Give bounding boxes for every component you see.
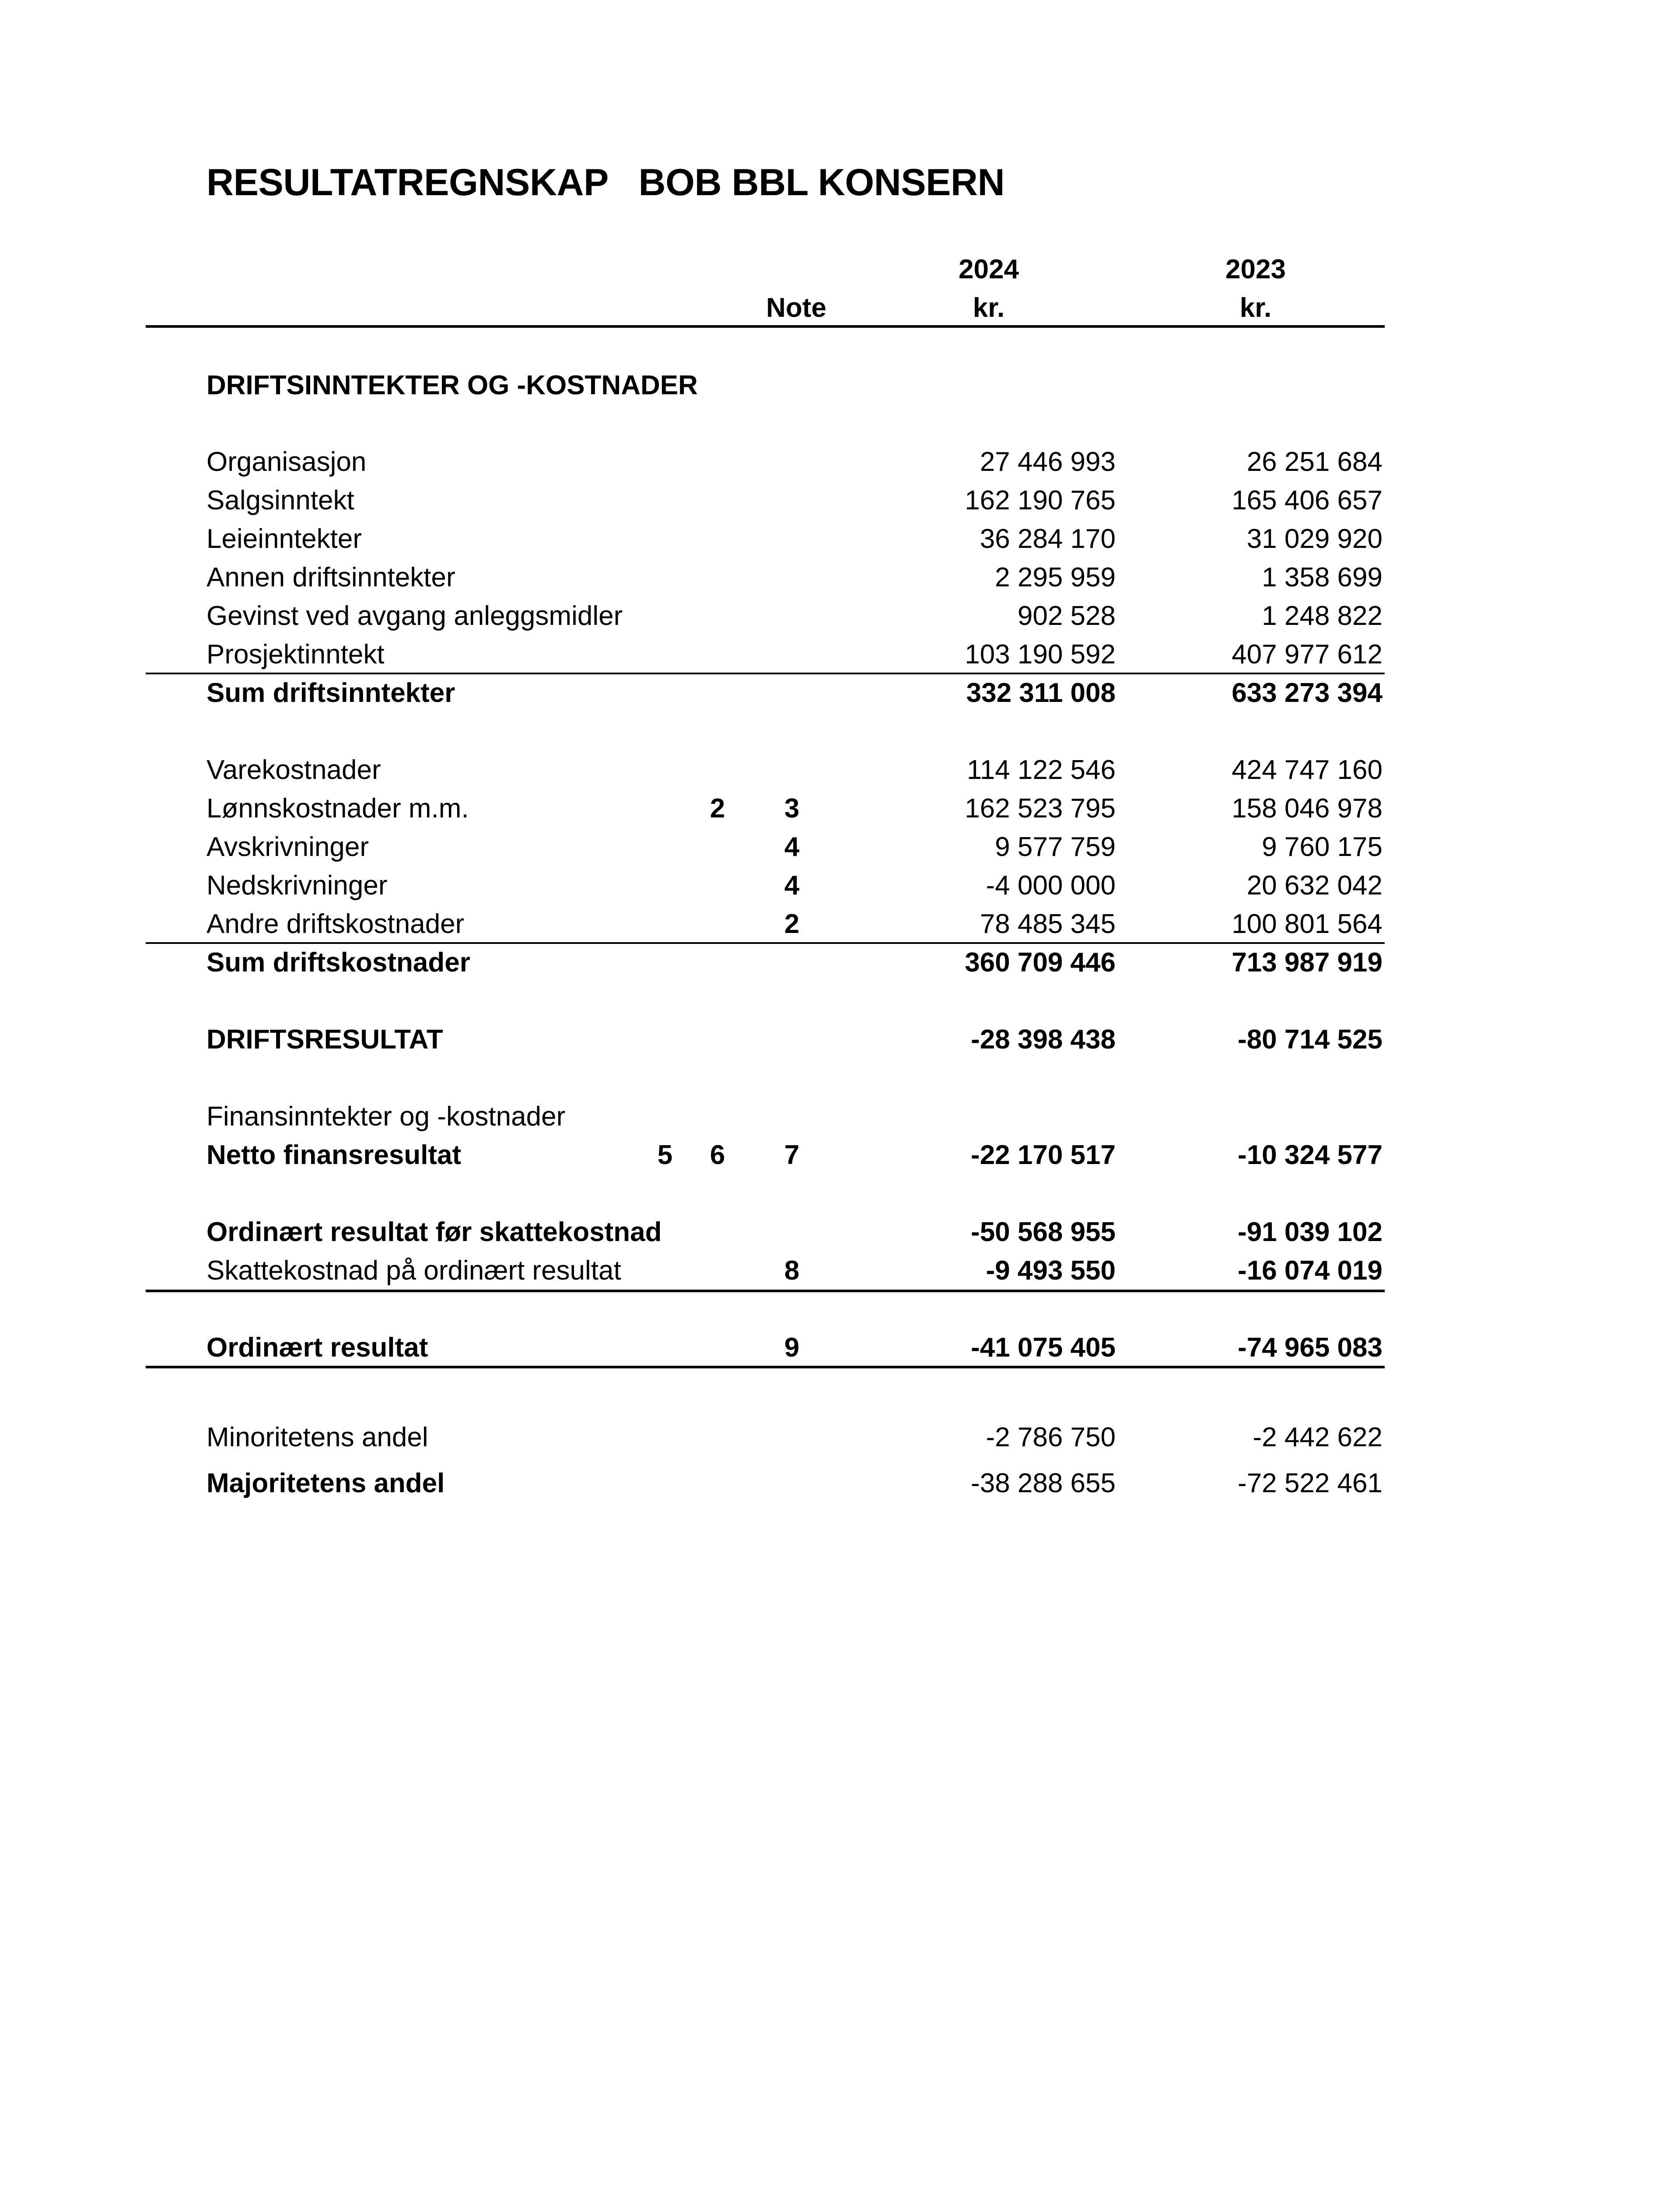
result-rule: [146, 1290, 1385, 1292]
note-ref: 9: [784, 1332, 800, 1363]
value-2023: 1 248 822: [1262, 601, 1382, 631]
value-2024: 36 284 170: [980, 524, 1116, 554]
note-ref: 6: [710, 1140, 725, 1170]
value-2024: -9 493 550: [986, 1255, 1116, 1286]
value-2024: -22 170 517: [971, 1140, 1116, 1170]
row-label: Salgsinntekt: [206, 485, 354, 515]
value-2023: -10 324 577: [1238, 1140, 1382, 1170]
note-ref: 4: [784, 870, 800, 901]
value-2023: -74 965 083: [1238, 1332, 1382, 1363]
row-label: Leieinntekter: [206, 524, 362, 554]
value-2024: 103 190 592: [965, 639, 1116, 670]
sum-rule: [146, 673, 1385, 674]
value-2023: -72 522 461: [1238, 1468, 1382, 1498]
note-ref: 7: [784, 1140, 800, 1170]
sum-value-2023: 633 273 394: [1232, 678, 1382, 708]
value-2023: -91 039 102: [1238, 1217, 1382, 1247]
sum-value-2024: 332 311 008: [966, 678, 1116, 708]
value-2024: 114 122 546: [966, 755, 1116, 785]
row-label: Lønnskostnader m.m.: [206, 793, 469, 824]
row-label: Minoritetens andel: [206, 1422, 428, 1452]
result-label: DRIFTSRESULTAT: [206, 1024, 443, 1055]
value-2023: 9 760 175: [1262, 832, 1382, 862]
year-2024-header: 2024: [959, 254, 1019, 284]
value-2024: 78 485 345: [980, 909, 1116, 939]
value-2024: 9 577 759: [995, 832, 1116, 862]
value-2024: 162 523 795: [965, 793, 1116, 824]
row-label: Andre driftskostnader: [206, 909, 465, 939]
result-rule: [146, 1366, 1385, 1368]
row-label: Nedskrivninger: [206, 870, 388, 901]
value-2023: 26 251 684: [1246, 447, 1382, 477]
row-label: Ordinært resultat: [206, 1332, 428, 1363]
note-ref: 3: [784, 793, 800, 824]
value-2024: 162 190 765: [965, 485, 1116, 515]
value-2023: 158 046 978: [1232, 793, 1382, 824]
row-label: Netto finansresultat: [206, 1140, 462, 1170]
unit-2023-header: kr.: [1239, 293, 1272, 323]
note-ref: 4: [784, 832, 800, 862]
value-2023: 424 747 160: [1232, 755, 1382, 785]
value-2023: -16 074 019: [1238, 1255, 1382, 1286]
year-2023-header: 2023: [1225, 254, 1286, 284]
row-label: Ordinært resultat før skattekostnad: [206, 1217, 662, 1247]
value-2023: 20 632 042: [1246, 870, 1382, 901]
row-label: Majoritetens andel: [206, 1468, 445, 1498]
row-label: Annen driftsinntekter: [206, 562, 455, 593]
value-2023: -2 442 622: [1253, 1422, 1382, 1452]
value-2024: 27 446 993: [980, 447, 1116, 477]
sum-label: Sum driftskostnader: [206, 947, 470, 978]
note-ref: 5: [657, 1140, 673, 1170]
row-label: Prosjektinntekt: [206, 639, 385, 670]
value-2024: 2 295 959: [995, 562, 1116, 593]
sum-value-2024: 360 709 446: [965, 947, 1116, 978]
result-value-2023: -80 714 525: [1238, 1024, 1382, 1055]
row-label: Avskrivninger: [206, 832, 369, 862]
header-rule: [146, 325, 1385, 328]
subsection-heading: Finansinntekter og -kostnader: [206, 1101, 566, 1132]
value-2023: 31 029 920: [1246, 524, 1382, 554]
value-2024: -38 288 655: [971, 1468, 1116, 1498]
page-title: RESULTATREGNSKAP BOB BBL KONSERN: [206, 161, 1005, 203]
sum-label: Sum driftsinntekter: [206, 678, 455, 708]
row-label: Organisasjon: [206, 447, 367, 477]
sum-value-2023: 713 987 919: [1232, 947, 1382, 978]
note-ref: 2: [784, 909, 800, 939]
sum-rule: [146, 942, 1385, 944]
section-heading: DRIFTSINNTEKTER OG -KOSTNADER: [206, 370, 698, 400]
row-label: Gevinst ved avgang anleggsmidler: [206, 601, 623, 631]
row-label: Varekostnader: [206, 755, 381, 785]
value-2024: -41 075 405: [971, 1332, 1116, 1363]
note-ref: 8: [784, 1255, 800, 1286]
result-value-2024: -28 398 438: [971, 1024, 1116, 1055]
value-2023: 165 406 657: [1232, 485, 1382, 515]
value-2024: -4 000 000: [986, 870, 1116, 901]
unit-2024-header: kr.: [973, 293, 1005, 323]
note-ref: 2: [710, 793, 725, 824]
value-2023: 1 358 699: [1262, 562, 1382, 593]
value-2024: -2 786 750: [986, 1422, 1116, 1452]
row-label: Skattekostnad på ordinært resultat: [206, 1255, 621, 1286]
value-2024: 902 528: [1017, 601, 1116, 631]
value-2023: 407 977 612: [1232, 639, 1382, 670]
value-2023: 100 801 564: [1232, 909, 1382, 939]
value-2024: -50 568 955: [971, 1217, 1116, 1247]
note-header: Note: [766, 293, 826, 323]
